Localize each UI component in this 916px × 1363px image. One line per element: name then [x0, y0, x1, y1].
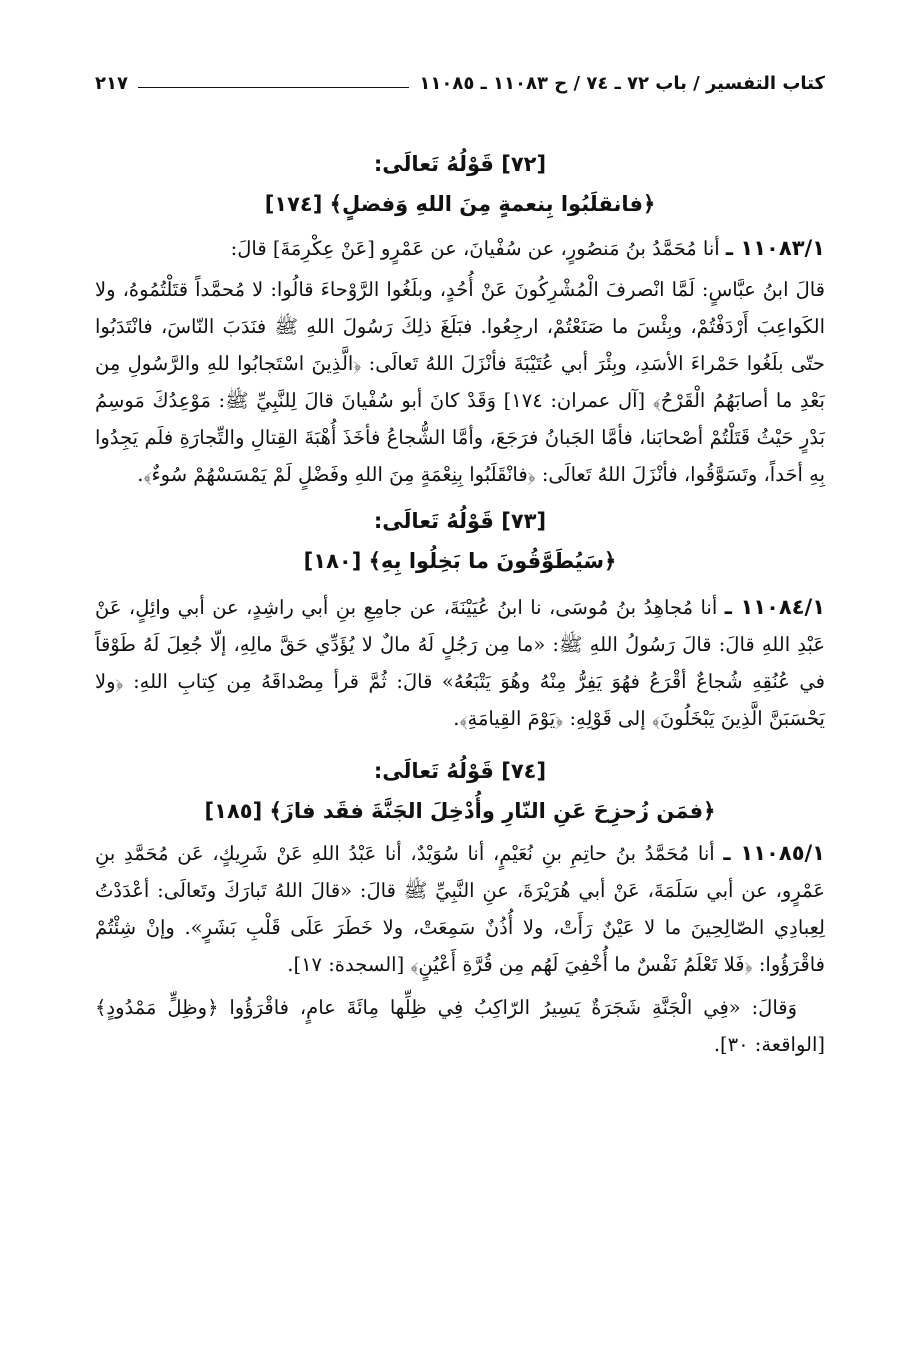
- section-72: [95, 144, 825, 493]
- hadith-continuation: وَقالَ: «فِي الْجَنَّةِ شَجَرَةٌ يَسِيرُ الرّاكِبُ فِي ظِلِّها مِائَةَ عامٍ، فاقْرَؤُوا ﴿وظِلٍّ مَمْدُودٍ﴾ [الواقعة: ٣٠].: [95, 996, 825, 1056]
- verse-line: ﴿فانقلَبُوا بِنعمةٍ مِنَ اللهِ وَفضلٍ﴾ [١٧٤]: [264, 192, 656, 216]
- running-head-rule: [138, 87, 409, 88]
- hadith-text: قالَ ابنُ عبَّاسٍ: لَمَّا انْصرفَ الْمُشْرِكُونَ عَنْ أُحُدٍ، وبلَغُوا الرَّوْحاءَ قالُوا: لا مُحمَّداً قتَلْتُمُوهُ، ولا الكَواعِبَ أَرْدَفْتُمْ، وبِئْسَ ما صَنَعْتُمْ، ارجِعُوا. فبَلَغَ ذلِكَ رَسُولَ اللهِ ﷺ فنَدَبَ النّاسَ، فانْتَدَبُوا حتّى بلَغُوا حَمْراءَ الأسَدِ، وبِئْرَ أبي عُتَيْبَةَ فأنْزَلَ اللهُ تَعالَى: ﴿الَّذِينَ اسْتَجابُوا للهِ والرَّسُولِ مِن بَعْدِ ما أصابَهُمُ الْقَرْحُ﴾ [آل عمران: ١٧٤] وَقَدْ كانَ أبو سُفْيانَ قالَ لِلنَّبِيِّ ﷺ: مَوْعِدُكَ مَوسِمُ بَدْرٍ حَيْثُ قَتَلْتُمْ أصْحابَنا، فأمَّا الجَبانُ فرَجَعَ، وأمَّا الشُّجاعُ فأخَذَ أُهْبَةَ القِتالِ والتِّجارَةِ فلَم يَجِدُوا بِهِ أحَداً، وتَسَوَّقُوا، فأنْزَلَ اللهُ تَعالَى: ﴿فانْقَلَبُوا بِنِعْمَةٍ مِنَ اللهِ وفَضْلٍ لَمْ يَمْسَسْهُمْ سُوءٌ﴾.: [95, 278, 825, 486]
- running-head: [95, 68, 825, 98]
- section-number-line: [٧٤] قَوْلُهُ تَعالَى:: [373, 759, 547, 783]
- page-number: ٢١٧: [95, 72, 128, 94]
- verse-line: ﴿سَيُطَوَّقُونَ ما بَخِلُوا بِهِ﴾ [١٨٠]: [303, 549, 617, 573]
- section-74: [95, 751, 825, 1063]
- hadith-body: أنا مُحَمَّدُ بنُ حاتِمِ بنِ نُعَيْمٍ، أنا سُوَيْدٌ، أنا عَبْدُ اللهِ عَنْ شَرِيكٍ، عَن مُحَمَّدِ بنِ عَمْرٍو، عن أبي سَلَمَةَ، عَنْ أبي هُرَيْرَةَ، عنِ النَّبِيِّ ﷺ قالَ: «قالَ اللهُ تَبارَكَ وتَعالَى: أعْدَدْتُ لِعِبادِي الصّالِحِينَ ما لا عَيْنٌ رَأَتْ، ولا أُذُنٌ سَمِعَتْ، ولا خَطَرَ عَلَى قَلْبِ بَشَرٍ». وإنْ شِئْتُمْ فاقْرَؤُوا: ﴿فَلا تَعْلَمُ نَفْسٌ ما أُخْفِيَ لَهُم مِن قُرَّةِ أَعْيُنٍ﴾ [السجدة: ١٧].: [95, 842, 825, 976]
- hadith-isnad: أنا مُحَمَّدُ بنُ مَنصُورٍ، عن سُفْيانَ، عن عَمْرٍو [عَنْ عِكْرِمَةَ] قالَ:: [230, 237, 720, 260]
- running-head-title: كتاب التفسير / باب ٧٢ ـ ٧٤ / ح ١١٠٨٣ ـ ١١٠٨٥: [419, 72, 825, 94]
- hadith-text: [95, 835, 825, 983]
- section-number-line: [٧٢] قَوْلُهُ تَعالَى:: [373, 152, 547, 176]
- hadith-intro: [95, 230, 825, 267]
- hadith-number: ١١٠٨٥/١ ـ: [723, 841, 825, 865]
- hadith-text: [95, 589, 825, 737]
- hadith-body: أنا مُجاهِدُ بنُ مُوسَى، نا ابنُ عُيَيْنَةَ، عن جامِعِ بنِ أبي راشِدٍ، عن أبي وائِلٍ، عَنْ عَبْدِ اللهِ قالَ: قالَ رَسُولُ اللهِ ﷺ: «ما مِن رَجُلٍ لَهُ مالٌ لا يُؤَدِّي حَقَّ مالِهِ، إلّا جُعِلَ لَهُ طَوْقاً في عُنُقِهِ شُجاعٌ أقْرَعُ فهُوَ يَفِرُّ مِنْهُ وهُوَ يَتْبَعُهُ» قالَ: ثُمَّ قرأ مِصْداقَهُ مِن كِتابِ اللهِ: ﴿ولا يَحْسَبَنَّ الَّذِينَ يَبْخَلُونَ﴾ إلى قَوْلِهِ: ﴿يَوْمَ القِيامَةِ﴾.: [95, 596, 825, 730]
- hadith-number: ١١٠٨٣/١ ـ: [725, 236, 825, 260]
- section-number-line: [٧٣] قَوْلُهُ تَعالَى:: [373, 509, 547, 533]
- page: [95, 68, 825, 1063]
- hadith-number: ١١٠٨٤/١ ـ: [724, 595, 826, 619]
- section-73: [95, 501, 825, 737]
- verse-line: ﴿فمَن زُحزِحَ عَنِ النّارِ وأُدْخِلَ الجَنَّةَ فقَد فازَ﴾ [١٨٥]: [204, 799, 716, 823]
